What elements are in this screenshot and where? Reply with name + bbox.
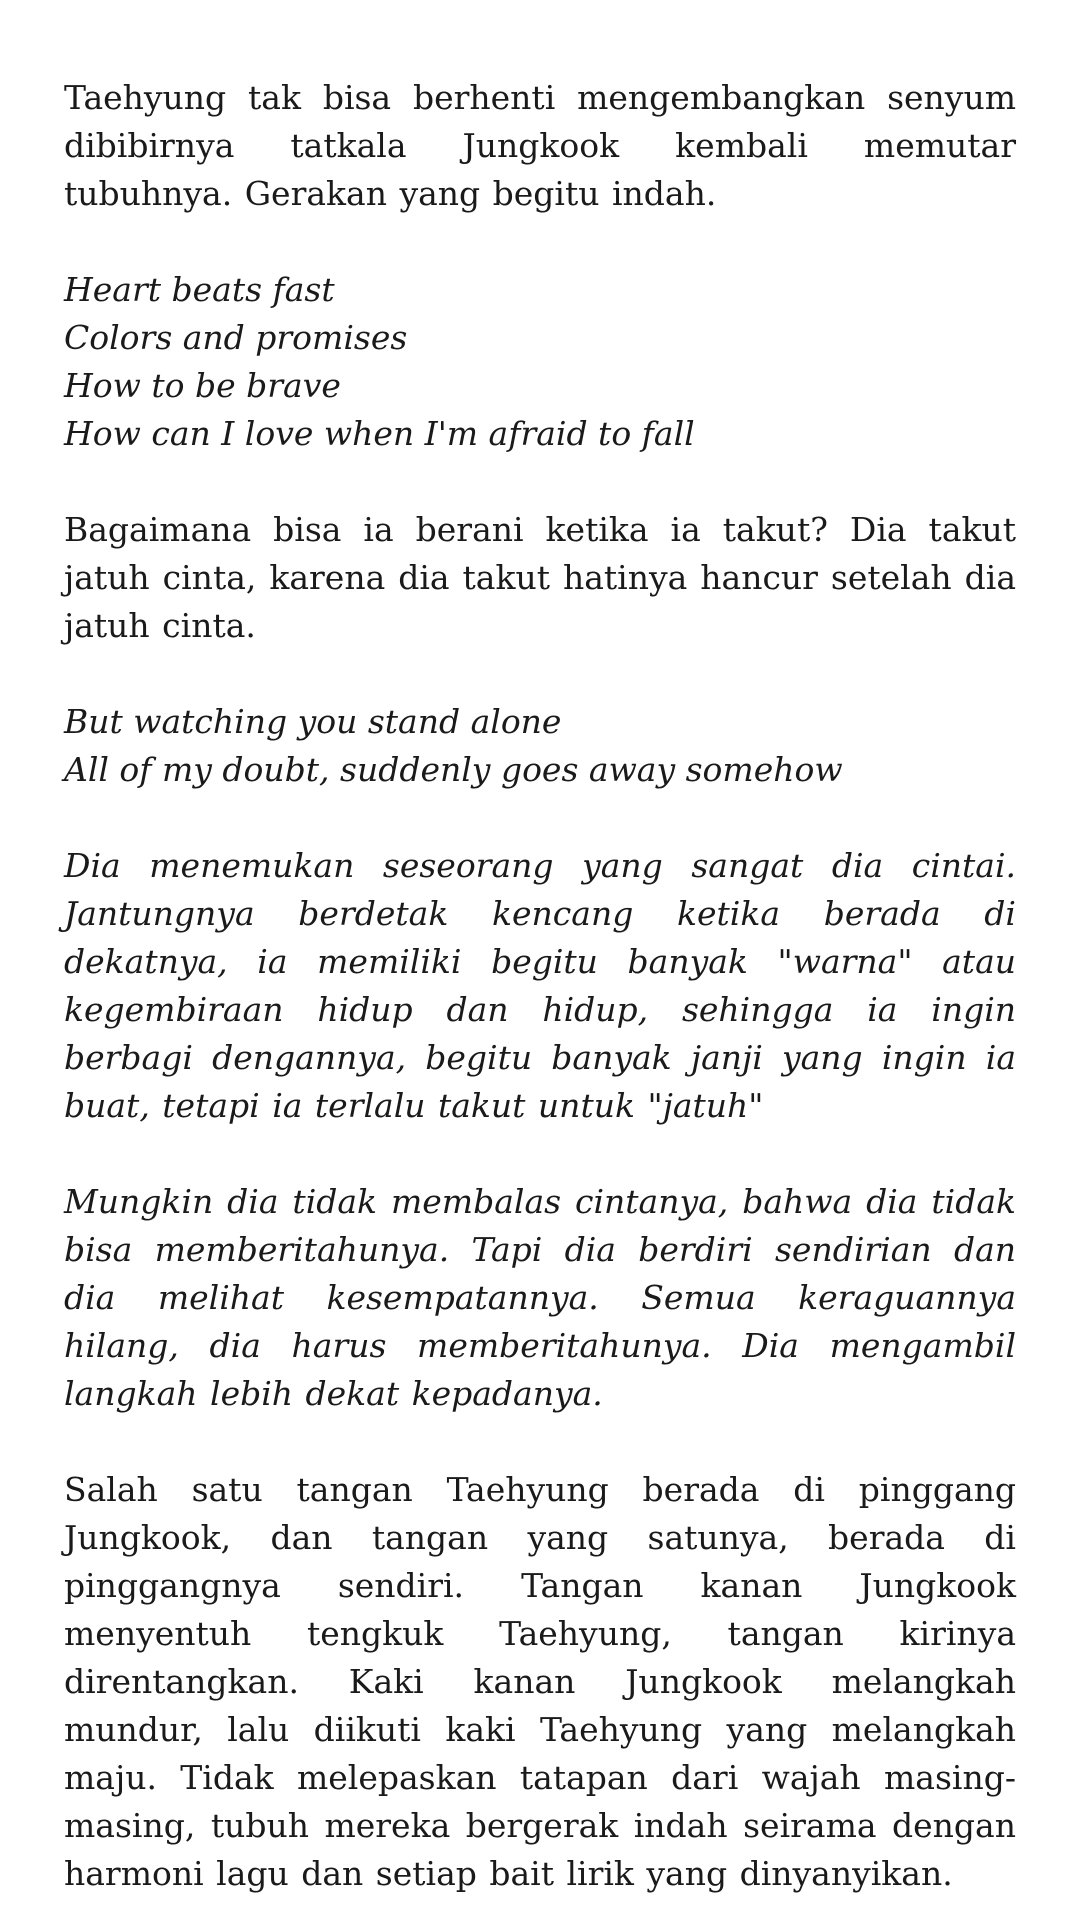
lyric-line: All of my doubt, suddenly goes away somehow [64,750,843,789]
story-paragraph-italic: Dia menemukan seseorang yang sangat dia cintai. Jantungnya berdetak kencang ketika berada di dekatnya, ia memiliki begitu banyak "warna" atau kegembiraan hidup dan hidup, sehingga ia ingin berbagi dengannya, begitu banyak janji yang ingin ia buat, tetapi ia terlalu takut untuk "jatuh" [64,846,1016,1125]
story-paragraph: Taehyung tak bisa berhenti mengembangkan senyum dibibirnya tatkala Jungkook kembali memutar tubuhnya. Gerakan yang begitu indah. [64,78,1016,213]
song-lyrics [64,266,1016,458]
lyric-line: But watching you stand alone [64,702,562,741]
lyric-line: How can I love when I'm afraid to fall [64,414,695,453]
story-paragraph: Salah satu tangan Taehyung berada di pinggang Jungkook, dan tangan yang satunya, berada di pinggangnya sendiri. Tangan kanan Jungkook menyentuh tengkuk Taehyung, tangan kirinya direntangkan. Kaki kanan Jungkook melangkah mundur, lalu diikuti kaki Taehyung yang melangkah maju. Tidak melepaskan tatapan dari wajah masing-masing, tubuh mereka bergerak indah seirama dengan harmoni lagu dan setiap bait lirik yang dinyanyikan. [64,1470,1016,1893]
story-paragraph-italic: Mungkin dia tidak membalas cintanya, bahwa dia tidak bisa memberitahunya. Tapi dia berdiri sendirian dan dia melihat kesempatannya. Semua keraguannya hilang, dia harus memberitahunya. Dia mengambil langkah lebih dekat kepadanya. [64,1182,1016,1413]
song-lyrics [64,698,1016,794]
story-paragraph: Bagaimana bisa ia berani ketika ia takut? Dia takut jatuh cinta, karena dia takut hatinya hancur setelah dia jatuh cinta. [64,510,1016,645]
lyric-line: Heart beats fast [64,270,335,309]
reader-page [64,74,1016,1898]
lyric-line: How to be brave [64,366,341,405]
lyric-line: Colors and promises [64,318,408,357]
